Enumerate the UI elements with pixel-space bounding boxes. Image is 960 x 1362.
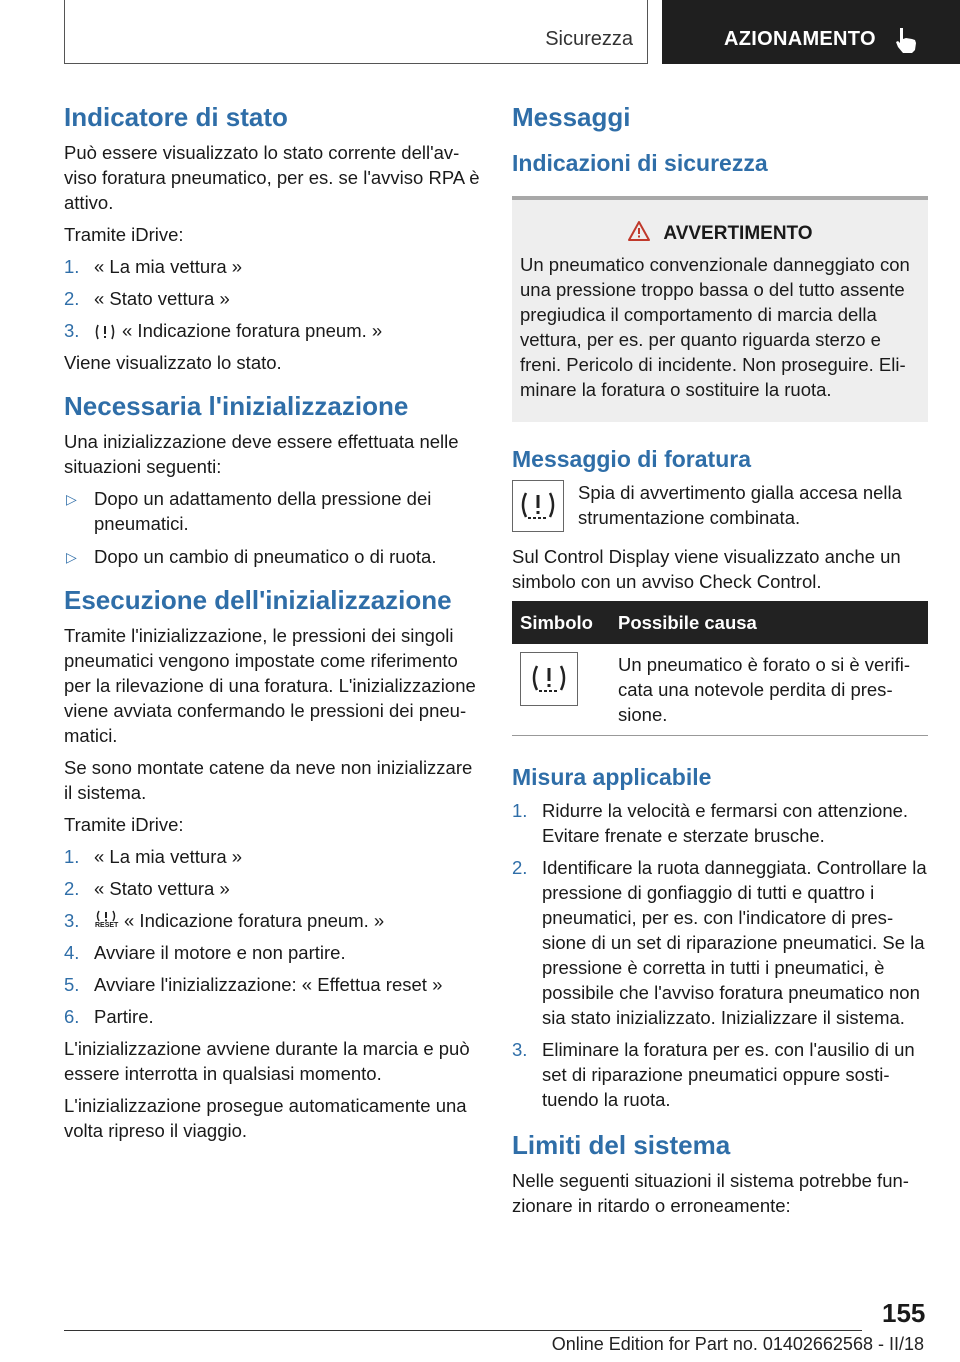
step-number: 2.: [64, 288, 80, 309]
execution-idrive-label: Tramite iDrive:: [64, 814, 184, 835]
step-number: 1.: [512, 800, 528, 821]
step-number: 4.: [64, 942, 80, 963]
status-steps: [64, 254, 480, 343]
step-text: « La mia vettura »: [94, 846, 243, 867]
step-text: Eliminare la foratura per es. con l'ausilio di un set di riparazione pneumatici oppure sostituendo la ruota.: [542, 1039, 915, 1110]
list-item: [64, 286, 480, 311]
execution-body-2: Se sono montate catene da neve non inizializzare il sistema.: [64, 757, 473, 803]
step-number: 2.: [64, 878, 80, 899]
status-result: Viene visualizzato lo stato.: [64, 352, 282, 373]
table-header-cause: Possibile causa: [610, 601, 928, 644]
footer-divider: [64, 1330, 862, 1331]
warning-title: AVVERTIMENTO: [663, 223, 813, 244]
list-item: [64, 254, 480, 279]
execution-body-4: L'inizializzazione prosegue automaticamente una volta ripreso il viaggio.: [64, 1095, 467, 1141]
bullet-text: Dopo un adattamento della pressione dei pneumatici.: [94, 488, 432, 534]
list-item: [64, 908, 480, 933]
list-item: [64, 544, 480, 569]
warning-lamp-row: [512, 480, 928, 532]
list-item: [64, 844, 480, 869]
step-number: 3.: [64, 320, 80, 341]
list-item: [64, 940, 480, 965]
bullet-text: Dopo un cambio di pneumatico o di ruota.: [94, 546, 437, 567]
step-text: « Stato vettura »: [94, 288, 230, 309]
warning-lamp-text: Spia di avvertimento gialla accesa nella strumentazione combinata.: [578, 482, 902, 528]
warning-title-row: [520, 220, 920, 246]
safety-heading: Indicazioni di sicurezza: [512, 150, 768, 176]
list-item: [64, 972, 480, 997]
header-chapter-title: AZIONAMENTO: [724, 28, 876, 50]
triangle-bullet-icon: ▷: [66, 491, 77, 507]
messages-heading: Messaggi: [512, 102, 631, 132]
status-heading: Indicatore di stato: [64, 102, 288, 132]
step-text: « Stato vettura »: [94, 878, 230, 899]
step-text: Ridurre la velocità e fermarsi con attenzione. Evitare frenate e sterzate brusche.: [542, 800, 909, 846]
step-text: Identificare la ruota danneggiata. Controllare la pressione di gonfiaggio di tutti e quattro i pneumatici, per es. con l'indicatore di pressione di un set di riparazione pneumatici. Se la pressione è corretta in tutti i pneumatici, è possibile che l'avviso foratura pneumatico non sia stato inizializzato. Inizializzare il sistema.: [542, 857, 927, 1028]
step-text: « Indicazione foratura pneum. »: [122, 320, 383, 341]
table-header-symbol: Simbolo: [512, 601, 610, 644]
triangle-bullet-icon: ▷: [66, 549, 77, 565]
required-body: Una inizializzazione deve essere effettuata nelle situazioni seguenti:: [64, 431, 459, 477]
puncture-body: Sul Control Display viene visualizzato anche un simbolo con un avviso Check Control.: [512, 546, 901, 592]
table-row: [512, 644, 928, 736]
step-number: 5.: [64, 974, 80, 995]
header-section-title: Sicurezza: [545, 28, 633, 50]
measures-heading: Misura applicabile: [512, 764, 712, 790]
reset-label: RESET: [95, 922, 119, 929]
check-control-tire-icon: [520, 652, 578, 706]
limits-heading: Limiti del sistema: [512, 1130, 731, 1160]
step-text: Partire.: [94, 1006, 154, 1027]
status-body: Può essere visualizzato lo stato corrente dell'avviso foratura pneumatico, per es. se l'avviso RPA è attivo.: [64, 142, 480, 213]
symbol-table: [512, 601, 928, 736]
cause-cell: Un pneumatico è forato o si è verificata una notevole perdita di pressione.: [610, 644, 928, 736]
step-number: 6.: [64, 1006, 80, 1027]
list-item: [64, 486, 480, 536]
execution-steps: [64, 844, 480, 1029]
tire-reset-icon: [94, 910, 118, 930]
warning-box: [512, 196, 928, 422]
step-number: 3.: [512, 1039, 528, 1060]
puncture-heading: Messaggio di foratura: [512, 446, 751, 472]
execution-body-3: L'inizializzazione avviene durante la marcia e può essere interrotta in qualsiasi momento.: [64, 1038, 470, 1084]
footer-edition: Online Edition for Part no. 01402662568 - II/18: [551, 1334, 924, 1354]
step-number: 3.: [64, 910, 80, 931]
step-number: 1.: [64, 846, 80, 867]
step-text: « La mia vettura »: [94, 256, 243, 277]
header-chapter-tab: [662, 0, 960, 64]
warning-triangle-icon: [627, 220, 651, 242]
page-number: 155: [882, 1298, 926, 1328]
list-item: [64, 1004, 480, 1029]
list-item: [64, 876, 480, 901]
step-text: « Indicazione foratura pneum. »: [124, 910, 385, 931]
step-text: Avviare il motore e non partire.: [94, 942, 346, 963]
pointing-hand-icon: [894, 26, 920, 54]
list-item: [512, 798, 928, 848]
tire-pressure-icon: [94, 323, 116, 341]
limits-body: Nelle seguenti situazioni il sistema potrebbe funzionare in ritardo o erroneamente:: [512, 1170, 909, 1216]
step-number: 2.: [512, 857, 528, 878]
list-item: [64, 318, 480, 343]
required-heading: Necessaria l'inizializzazione: [64, 391, 409, 421]
left-column: [64, 100, 480, 1150]
execution-heading: Esecuzione dell'inizializzazione: [64, 585, 452, 615]
list-item: [512, 855, 928, 1030]
measures-steps: [512, 798, 928, 1112]
tire-warning-lamp-icon: [512, 480, 564, 532]
right-column: [512, 100, 928, 1225]
header-section-box: [64, 0, 648, 64]
step-number: 1.: [64, 256, 80, 277]
required-bullets: [64, 486, 480, 569]
symbol-cell: [512, 644, 610, 736]
execution-body-1: Tramite l'inizializzazione, le pressioni dei singoli pneumatici vengono impostate come riferimento per la rilevazione di una foratura. L'inizializzazione viene avviata confermando le pressioni dei pneumatici.: [64, 625, 476, 746]
warning-text: Un pneumatico convenzionale danneggiato con una pressione troppo bassa o del tutto assente pregiudica il comportamento di marcia della vettura, per es. per quanto riguarda sterzo e freni. Pericolo di incidente. Non proseguire. Eliminare la foratura o sostituire la ruota.: [520, 254, 910, 400]
list-item: [512, 1037, 928, 1112]
step-text: Avviare l'inizializzazione: « Effettua reset »: [94, 974, 443, 995]
status-idrive-label: Tramite iDrive:: [64, 224, 184, 245]
table-header-row: [512, 601, 928, 644]
